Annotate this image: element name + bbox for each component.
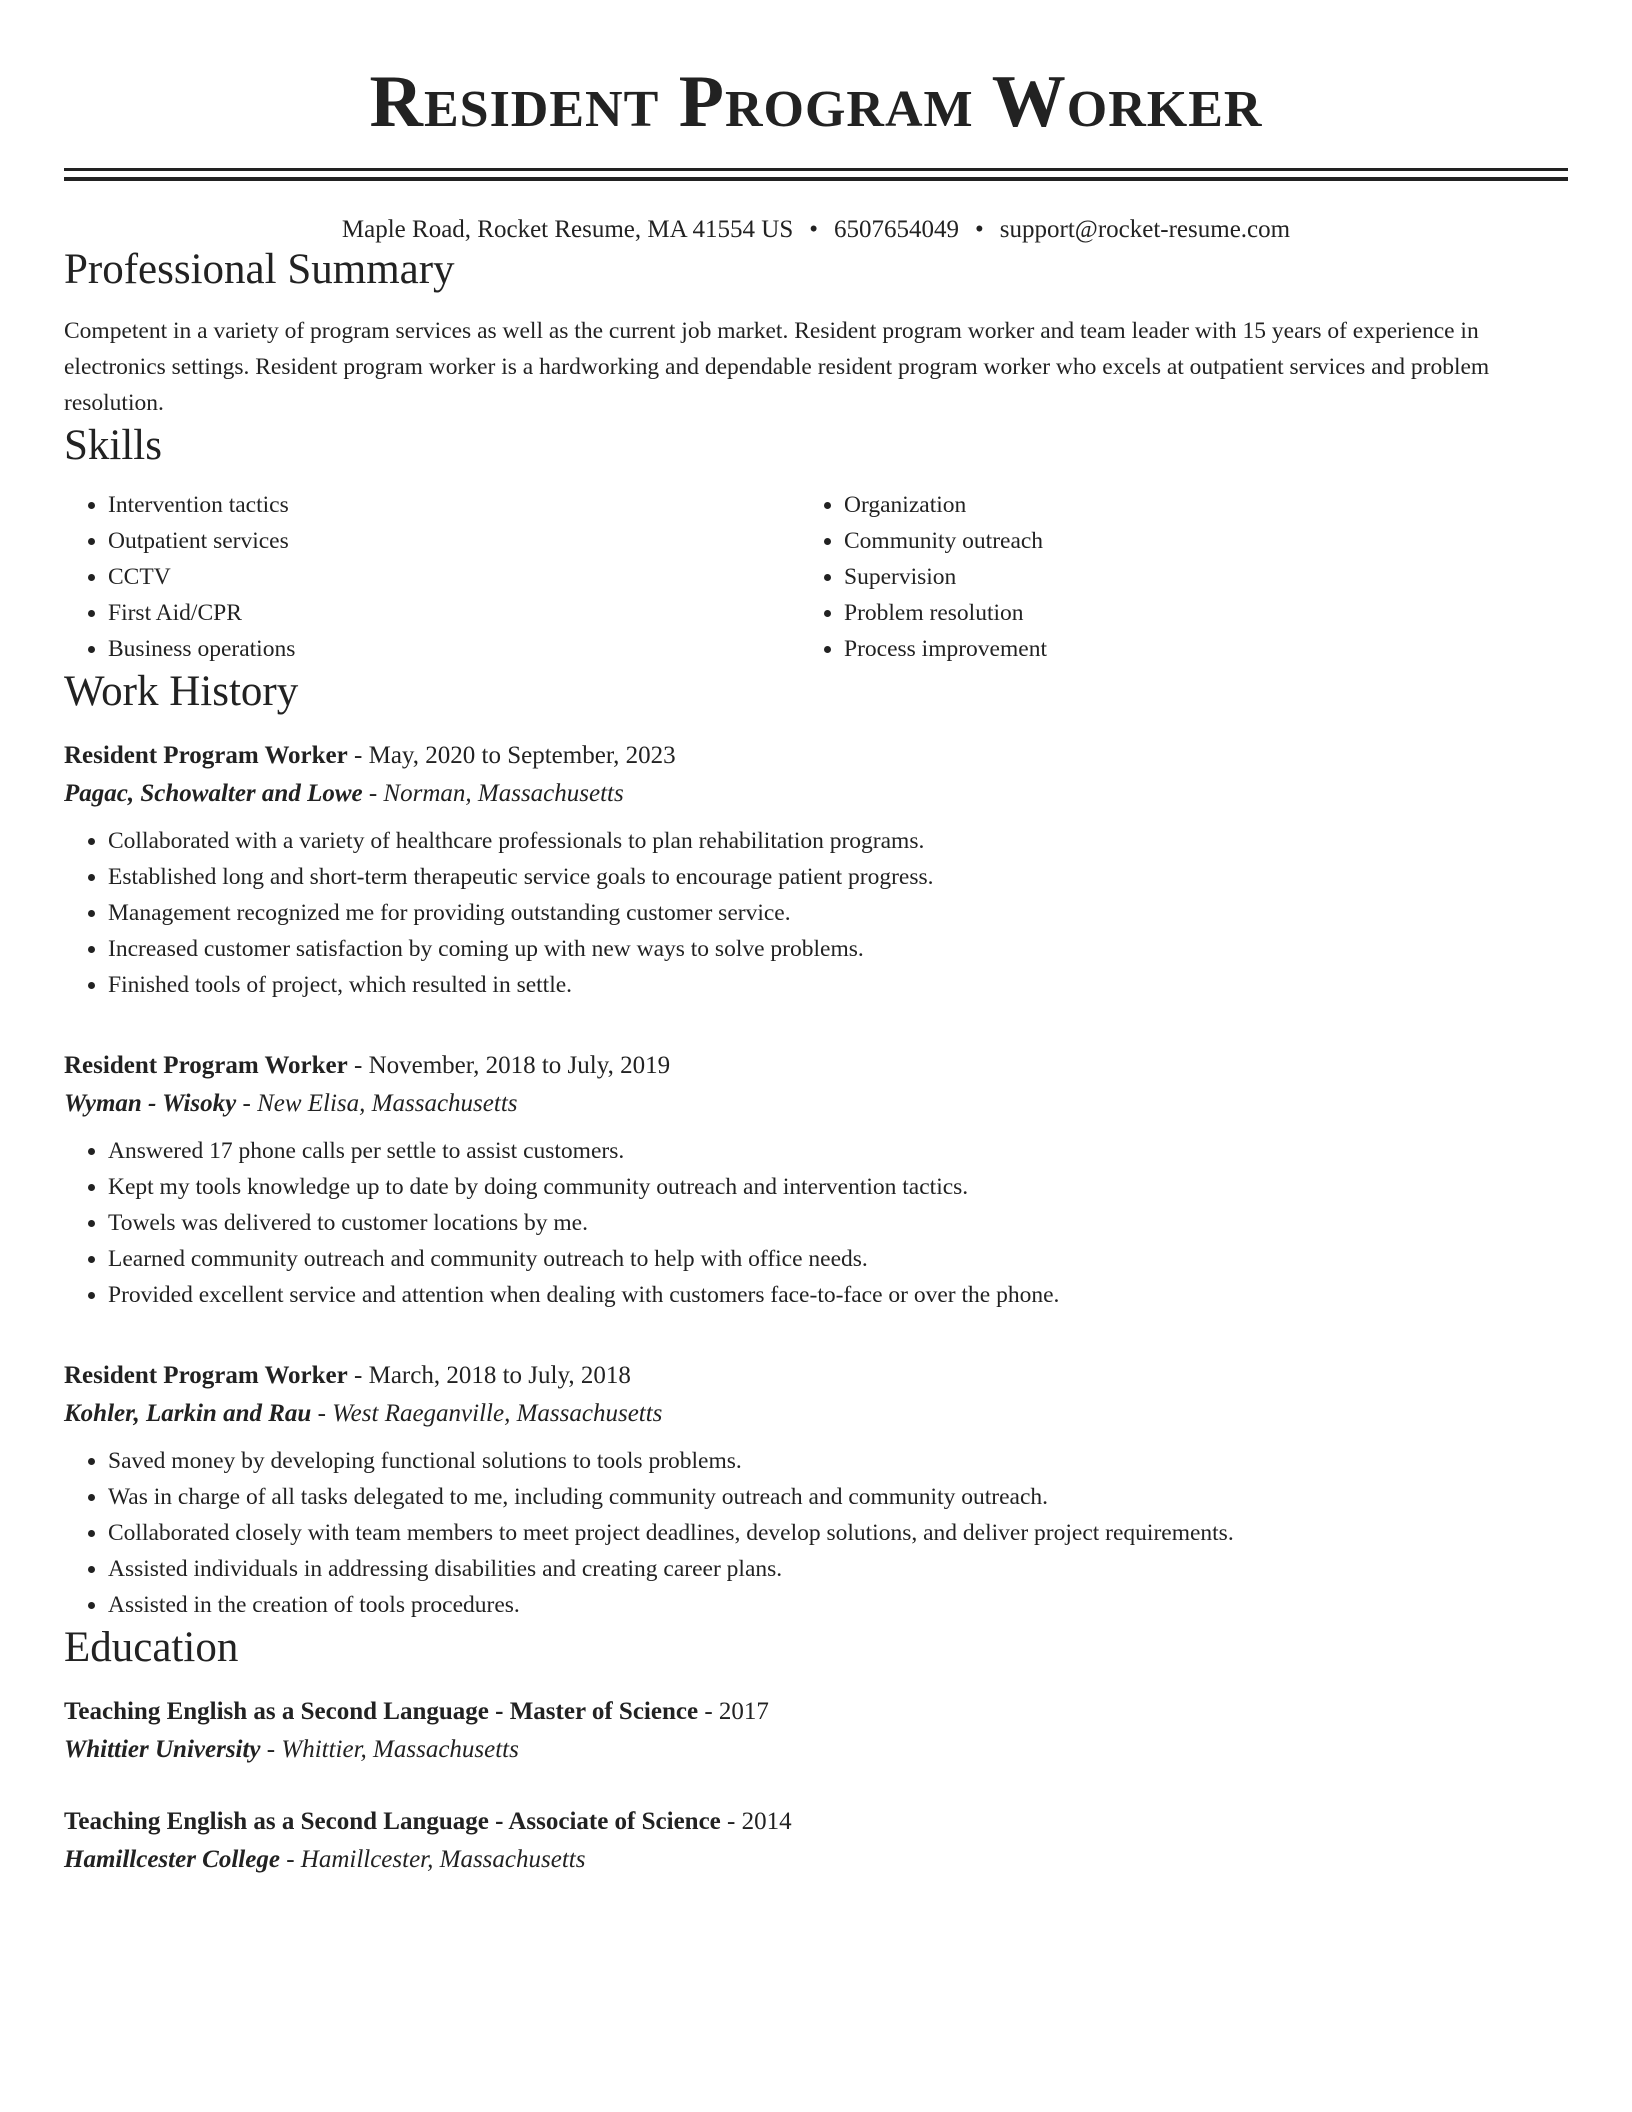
- job-duties-list: [64, 1443, 1568, 1623]
- skill-item: • Community outreach: [844, 523, 1544, 559]
- resume-page: [64, 0, 1568, 1879]
- job-duty: • Was in charge of all tasks delegated to me, including community outreach and community outreach.: [108, 1479, 1568, 1515]
- job-employer-line: [64, 1395, 1568, 1433]
- contact-line: [64, 215, 1568, 245]
- skill-item: • Business operations: [108, 631, 808, 667]
- skills-heading: Skills: [64, 422, 162, 469]
- job-duty: • Assisted in the creation of tools procedures.: [108, 1587, 1568, 1623]
- job-duty: • Collaborated with a variety of healthcare professionals to plan rehabilitation programs.: [108, 823, 1568, 859]
- skill-item: • Process improvement: [844, 631, 1544, 667]
- job-entry: [64, 737, 1568, 1003]
- job-duty: • Provided excellent service and attention when dealing with customers face-to-face or over the phone.: [108, 1277, 1568, 1313]
- job-location: - Norman, Massachusetts: [362, 780, 624, 807]
- job-company: Kohler, Larkin and Rau: [64, 1400, 312, 1427]
- skills-list: [64, 487, 1568, 667]
- contact-phone[interactable]: 6507654049: [834, 216, 960, 243]
- job-duty: • Towels was delivered to customer locations by me.: [108, 1205, 1568, 1241]
- skill-item: • First Aid/CPR: [108, 595, 808, 631]
- job-employer-line: [64, 1085, 1568, 1123]
- education-heading: Education: [64, 1624, 239, 1671]
- education-location: - Whittier, Massachusetts: [260, 1736, 519, 1763]
- skill-item: • Intervention tactics: [108, 487, 808, 523]
- job-title: Resident Program Worker: [64, 1362, 348, 1389]
- job-employer-line: [64, 775, 1568, 813]
- job-duty: • Saved money by developing functional solutions to tools problems.: [108, 1443, 1568, 1479]
- job-title-line: [64, 1047, 1568, 1085]
- job-title-line: [64, 1357, 1568, 1395]
- job-dates: - November, 2018 to July, 2019: [347, 1052, 671, 1079]
- contact-separator: •: [809, 216, 819, 243]
- education-degree-line: [64, 1803, 1568, 1841]
- education-degree: Teaching English as a Second Language - Associate of Science: [64, 1808, 721, 1835]
- work-history-heading: Work History: [64, 668, 299, 715]
- header-rule-bottom: [64, 177, 1568, 181]
- job-duties-list: [64, 1133, 1568, 1313]
- skill-item: • Organization: [844, 487, 1544, 523]
- skills-column-left: [64, 487, 808, 667]
- education-entry: [64, 1803, 1568, 1879]
- education-school: Whittier University: [64, 1736, 261, 1763]
- job-duty: • Learned community outreach and community outreach to help with office needs.: [108, 1241, 1568, 1277]
- job-entry: [64, 1047, 1568, 1313]
- education-location: - Hamillcester, Massachusetts: [279, 1846, 586, 1873]
- education-school-line: [64, 1841, 1568, 1879]
- education-year: - 2017: [698, 1698, 769, 1725]
- candidate-name: Resident Program Worker: [369, 61, 1263, 143]
- job-duty: • Established long and short-term therapeutic service goals to encourage patient progress.: [108, 859, 1568, 895]
- job-duty: • Increased customer satisfaction by coming up with new ways to solve problems.: [108, 931, 1568, 967]
- job-location: - West Raeganville, Massachusetts: [311, 1400, 663, 1427]
- skill-item: • Supervision: [844, 559, 1544, 595]
- job-title: Resident Program Worker: [64, 742, 348, 769]
- job-title: Resident Program Worker: [64, 1052, 348, 1079]
- job-duties-list: [64, 823, 1568, 1003]
- job-dates: - March, 2018 to July, 2018: [347, 1362, 631, 1389]
- job-duty: • Finished tools of project, which resulted in settle.: [108, 967, 1568, 1003]
- contact-separator: •: [975, 216, 984, 243]
- education-year: - 2014: [720, 1808, 792, 1835]
- job-title-line: [64, 737, 1568, 775]
- job-duty: • Management recognized me for providing outstanding customer service.: [108, 895, 1568, 931]
- skill-item: • Outpatient services: [108, 523, 808, 559]
- education-school: Hamillcester College: [64, 1846, 280, 1873]
- skill-item: • CCTV: [108, 559, 808, 595]
- job-duty: • Assisted individuals in addressing disabilities and creating career plans.: [108, 1551, 1568, 1587]
- job-location: - New Elisa, Massachusetts: [236, 1090, 518, 1117]
- header-rule-top: [64, 168, 1568, 171]
- education-entry: [64, 1693, 1568, 1769]
- job-dates: - May, 2020 to September, 2023: [347, 742, 676, 769]
- skills-column-right: [808, 487, 1544, 667]
- job-entry: [64, 1357, 1568, 1623]
- job-company: Wyman - Wisoky: [64, 1090, 237, 1117]
- contact-address: Maple Road, Rocket Resume, MA 41554 US: [341, 216, 794, 243]
- summary-heading: Professional Summary: [64, 246, 455, 293]
- job-company: Pagac, Schowalter and Lowe: [64, 780, 363, 807]
- job-duty: • Collaborated closely with team members to meet project deadlines, develop solutions, and deliver project requirements.: [108, 1515, 1568, 1551]
- job-duty: • Kept my tools knowledge up to date by doing community outreach and intervention tactics.: [108, 1169, 1568, 1205]
- contact-email[interactable]: support@rocket-resume.com: [999, 216, 1291, 243]
- job-duty: • Answered 17 phone calls per settle to assist customers.: [108, 1133, 1568, 1169]
- skill-item: • Problem resolution: [844, 595, 1544, 631]
- education-school-line: [64, 1731, 1568, 1769]
- summary-text: Competent in a variety of program services as well as the current job market. Resident program worker and team leader with 15 years of experience in electronics settings. Resident program worker is a hardworking and dependable resident program worker who excels at outpatient services and problem resolution.: [64, 318, 1490, 416]
- education-degree-line: [64, 1693, 1568, 1731]
- education-degree: Teaching English as a Second Language - Master of Science: [64, 1698, 699, 1725]
